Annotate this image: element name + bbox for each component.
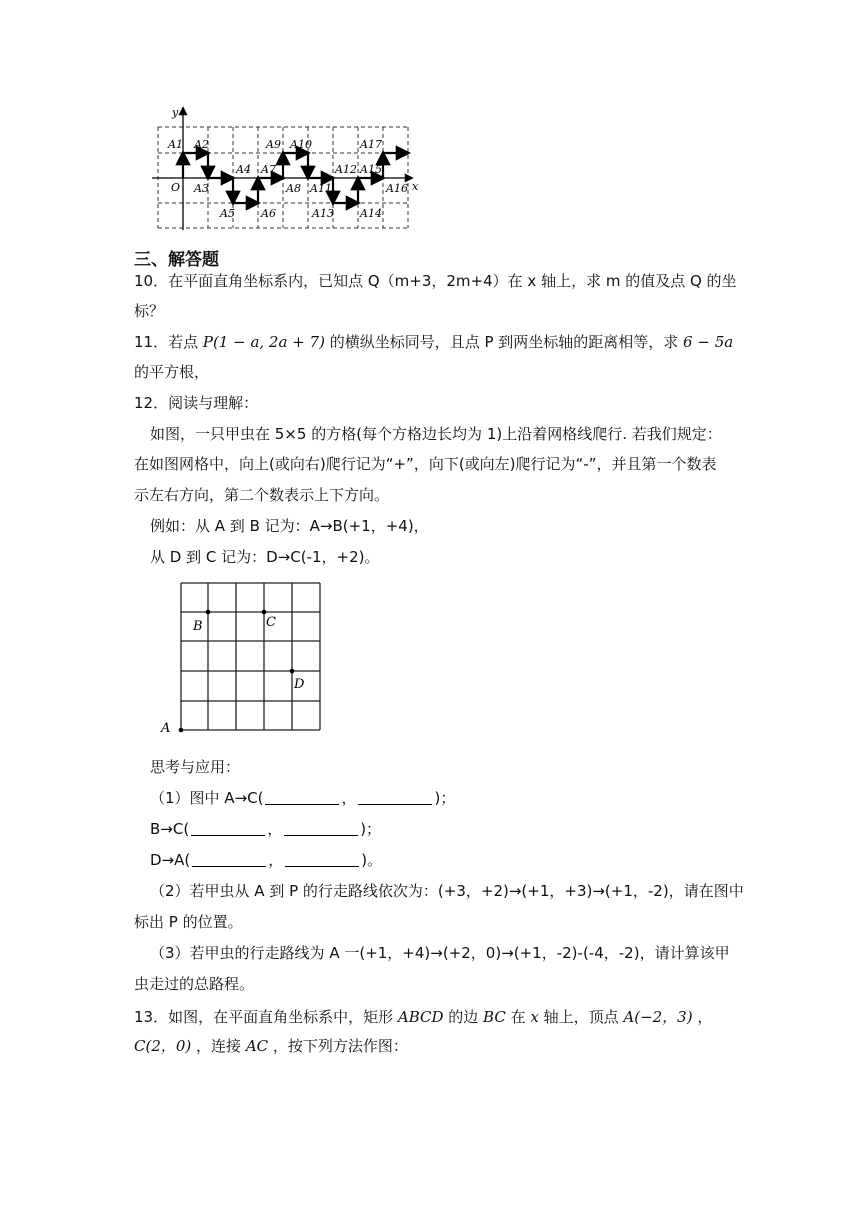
answer-blank[interactable] [192, 850, 266, 867]
point-label: A15 [360, 163, 382, 176]
point-label: A2 [194, 138, 209, 151]
separator: ， [341, 789, 357, 807]
point-label: A4 [236, 163, 251, 176]
grid-label-b: B [193, 619, 203, 634]
grid-label-a: A [161, 721, 171, 736]
q12-p3: 示左右方向，第二个数表示上下方向。 [134, 486, 390, 504]
q11-point: P(1 − a, 2a + 7) [202, 333, 325, 351]
q13-math: A(−2，3) [623, 1008, 693, 1026]
grid-label-d: D [294, 677, 305, 692]
sub1b-prefix: B→C( [150, 820, 190, 838]
origin-label: O [171, 181, 181, 194]
point-label: A3 [194, 182, 209, 195]
q11-line2: 的平方根， [134, 363, 210, 381]
q12-example1: 例如：从 A 到 B 记为：A→B(+1，+4)， [150, 517, 429, 535]
answer-blank[interactable] [284, 819, 358, 836]
q10-line2: 标？ [134, 302, 165, 320]
point-label: A9 [266, 138, 281, 151]
q12-sub3-line2: 虫走过的总路程。 [134, 975, 255, 993]
sub1c-prefix: D→A( [150, 851, 191, 869]
q12-sub3-line1: （3）若甲虫的行走路线为 A 一(+1，+4)→(+2，0)→(+1，-2)-(-4，-2)，请计算该甲 [150, 944, 730, 962]
q13-text: 的边 [443, 1008, 484, 1026]
sub1-prefix: （1）图中 A→C( [150, 789, 264, 807]
q11-mid: 的横纵坐标同号，且点 P 到两坐标轴的距离相等，求 [324, 333, 684, 351]
point-label: A8 [286, 182, 301, 195]
q11-pre: 11．若点 [134, 333, 203, 351]
q13-line2 [134, 1035, 734, 1057]
point-label: A1 [168, 138, 183, 151]
point-label: A16 [386, 182, 408, 195]
q13-math: ABCD [397, 1008, 444, 1026]
q10-line1: 10．在平面直角坐标系内，已知点 Q（m+3，2m+4）在 x 轴上，求 m 的值及点 Q 的坐 [134, 272, 737, 290]
q12-title: 12．阅读与理解： [134, 394, 259, 412]
q12-sub1-a-c [150, 787, 750, 809]
closing: )； [434, 789, 456, 807]
q12-sub1-b-c [150, 818, 750, 840]
point-label: A13 [312, 207, 334, 220]
q13-math: BC [483, 1008, 506, 1026]
point-label: A17 [360, 138, 382, 151]
q13-text: 13．如图，在平面直角坐标系中，矩形 [134, 1008, 398, 1026]
answer-blank[interactable] [358, 788, 432, 805]
grid-label-c: C [266, 615, 276, 630]
q12-sub1-d-a [150, 849, 750, 871]
q12-sub2-line1: （2）若甲虫从 A 到 P 的行走路线依次为：(+3，+2)→(+1，+3)→(+1，-2)，请在图中 [150, 882, 744, 900]
axis-y-label: y [172, 106, 179, 119]
q13-math: AC [245, 1037, 269, 1055]
q13-line1 [134, 1006, 734, 1028]
q13-math: x [530, 1008, 539, 1026]
q12-p2: 在如图网格中，向上(或向右)爬行记为“+”，向下(或向左)爬行记为“-”，并且第一个数表 [134, 455, 717, 473]
point-label: A5 [220, 207, 235, 220]
q13-text: ，按下列方法作图： [268, 1037, 408, 1055]
q13-text: 轴上，顶点 [538, 1008, 624, 1026]
q13-math: C(2，0) [134, 1037, 192, 1055]
answer-blank[interactable] [285, 850, 359, 867]
closing: )。 [361, 851, 383, 869]
q13-text: 在 [505, 1008, 531, 1026]
coordinate-path-figure [150, 100, 420, 232]
point-label: A14 [360, 207, 382, 220]
q13-text: ， [692, 1008, 713, 1026]
q12-p1: 如图，一只甲虫在 5×5 的方格(每个方格边长均为 1)上沿着网格线爬行. 若我们规定： [150, 425, 722, 443]
separator: ， [267, 820, 283, 838]
point-label: A7 [261, 163, 276, 176]
axis-x-label: x [412, 180, 419, 193]
separator: ， [268, 851, 284, 869]
q11-line1 [134, 331, 734, 353]
point-label: A11 [310, 182, 332, 195]
closing: )； [360, 820, 382, 838]
point-label: A6 [261, 207, 276, 220]
section-heading: 三、解答题 [134, 250, 219, 270]
answer-blank[interactable] [265, 788, 339, 805]
q12-think: 思考与应用： [150, 758, 241, 776]
point-label: A12 [335, 163, 357, 176]
beetle-grid-figure [155, 580, 335, 738]
point-label: A10 [290, 138, 312, 151]
q13-text: ，连接 [191, 1037, 246, 1055]
q12-sub2-line2: 标出 P 的位置。 [134, 913, 243, 931]
q11-expr: 6 − 5a [683, 333, 734, 351]
answer-blank[interactable] [191, 819, 265, 836]
q12-example2: 从 D 到 C 记为：D→C(-1，+2)。 [150, 548, 380, 566]
